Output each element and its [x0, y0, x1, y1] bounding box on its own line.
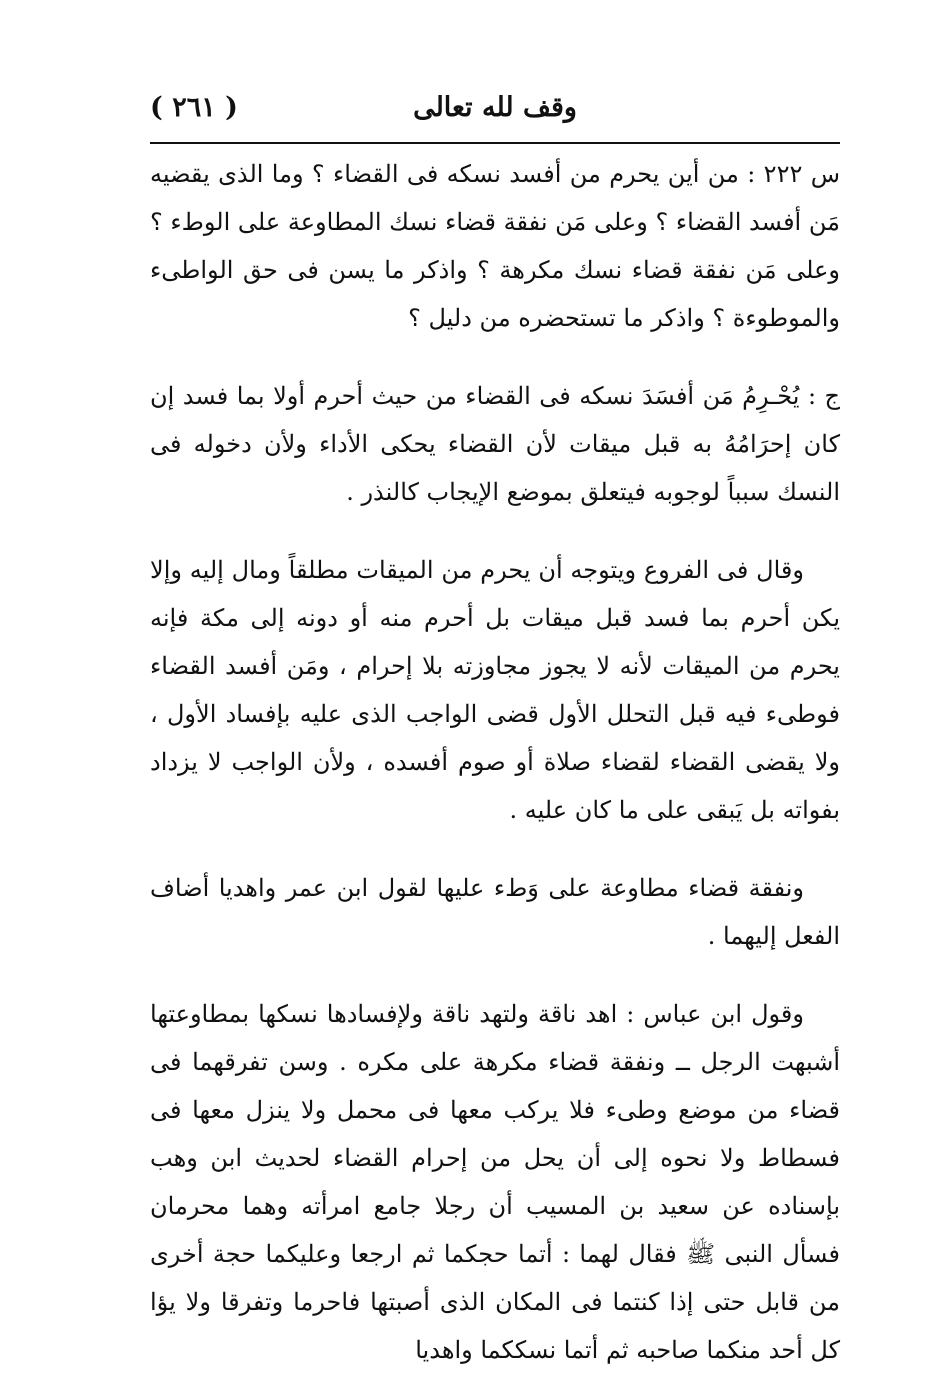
ibn-abbas-paragraph: وقول ابن عباس : اهد ناقة ولتهد ناقة ولإفسادها نسكها بمطاوعتها أشبهت الرجل ــ ونفقة قضاء مكرهة على مكره . وسن تفرقهما فى قضاء من موضع وطىء فلا يركب معها فى محمل ولا ينزل معها فى فسطاط ولا نحوه إلى أن يحل من إحرام القضاء لحديث ابن وهب بإسناده عن سعيد بن المسيب أن رجلا جامع امرأته وهما محرمان فسأل النبى ﷺ فقال لهما : أتما حجكما ثم ارجعا وعليكما حجة أخرى من قابل حتى إذا كنتما فى المكان الذى أصبتها فاحرما وتفرقا ولا يؤا كل أحد منكما صاحبه ثم أتما نسككما واهديا — [150, 1000, 840, 1364]
page-header — [150, 84, 840, 142]
page-number: ( ٢٦١ ) — [150, 92, 238, 123]
running-title: وقف لله تعالى — [413, 92, 577, 123]
furu-paragraph: وقال فى الفروع ويتوجه أن يحرم من الميقات مطلقاً ومال إليه وإلا يكن أحرم بما فسد قبل ميقات بل أحرم منه أو دونه إلى مكة فإنه يحرم من الميقات لأنه لا يجوز مجاوزته بلا إحرام ، ومَن أفسد القضاء فوطىء فيه قبل التحلل الأول قضى الواجب الذى عليه بإفساد الأول ، ولا يقضى القضاء لقضاء صلاة أو صوم أفسده ، ولأن الواجب لا يزداد بفواته بل يَبقى على ما كان عليه . — [150, 556, 840, 824]
answer-paragraph: ج : يُحْـرِمُ مَن أفسَدَ نسكه فى القضاء من حيث أحرم أولا بما فسد إن كان إحرَامُهُ به قبل ميقات لأن القضاء يحكى الأداء ولأن دخوله فى النسك سبباً لوجوبه فيتعلق بموضع الإيجاب كالنذر . — [150, 382, 841, 506]
page-body — [150, 150, 840, 1374]
question-paragraph: س ٢٢٢ : من أين يحرم من أفسد نسكه فى القضاء ؟ وما الذى يقضيه مَن أفسد القضاء ؟ وعلى مَن نفقة قضاء نسك المطاوعة على الوطء ؟ وعلى مَن نفقة قضاء نسك مكرهة ؟ واذكر ما يسن فى حق الواطىء والموطوءة ؟ واذكر ما تستحضره من دليل ؟ — [150, 160, 840, 332]
nafaqa-paragraph: ونفقة قضاء مطاوعة على وَطء عليها لقول ابن عمر واهديا أضاف الفعل إليهما . — [150, 874, 840, 950]
header-rule — [150, 142, 840, 144]
